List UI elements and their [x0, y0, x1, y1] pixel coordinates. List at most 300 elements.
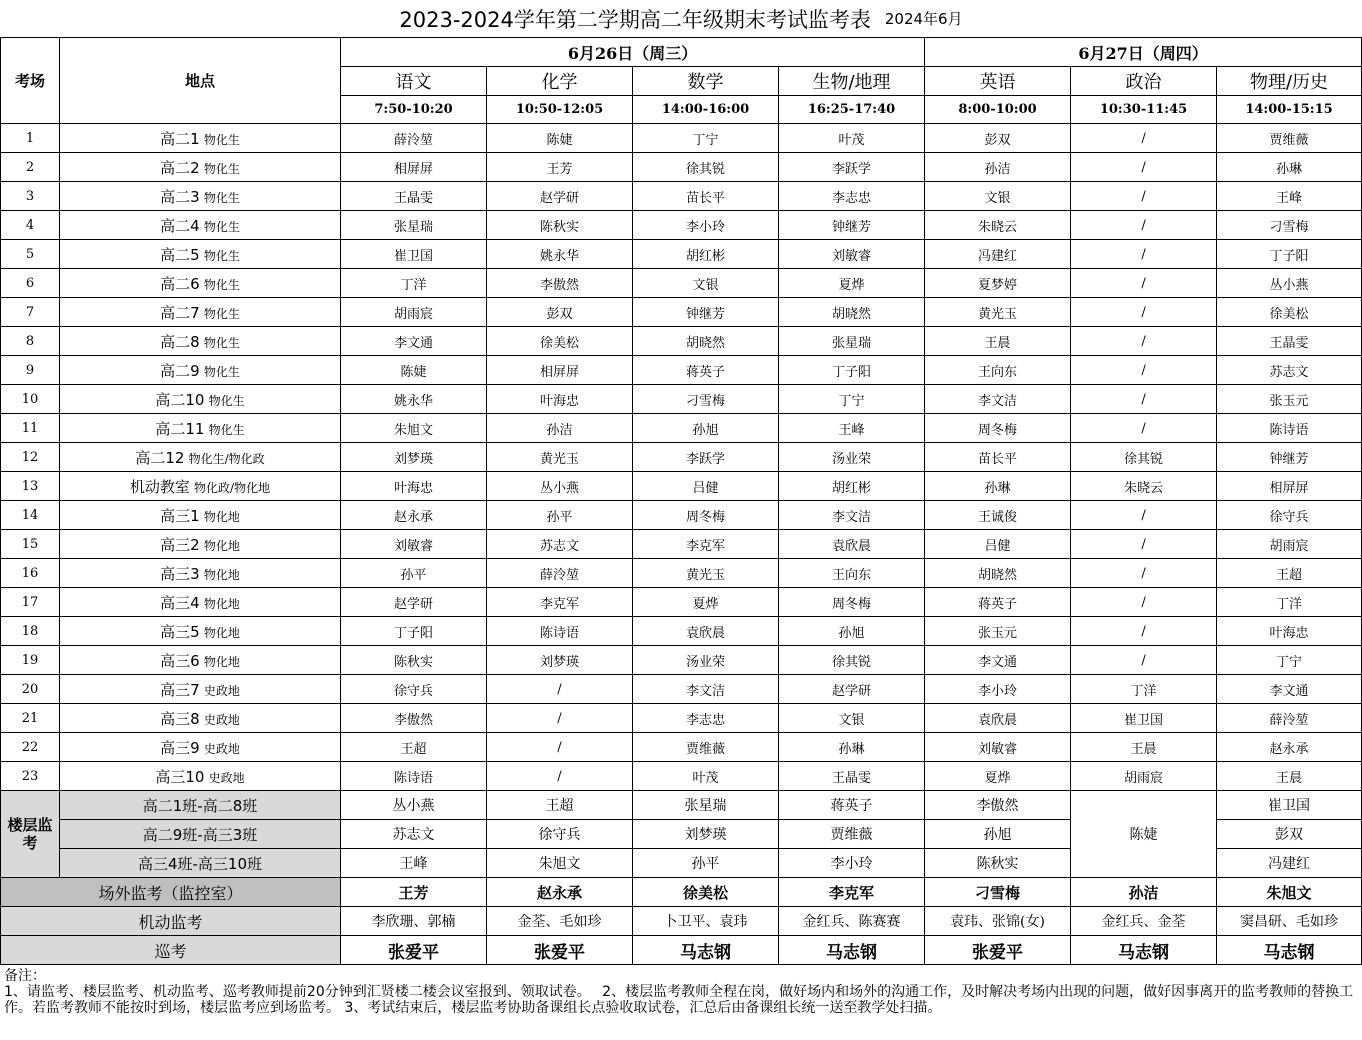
proctor-cell: 王晨 [1217, 762, 1362, 791]
room-number: 8 [1, 327, 60, 356]
proctor-cell: 周冬梅 [779, 588, 925, 617]
room-location [60, 298, 341, 327]
subject-combination: 物化生 [203, 335, 240, 350]
proctor-cell: 张玉元 [925, 617, 1071, 646]
proctor-cell: 孙洁 [925, 153, 1071, 182]
proctor-cell: 李文洁 [779, 501, 925, 530]
proctor-cell: / [1071, 530, 1217, 559]
schedule-table [0, 37, 1362, 965]
proctor-cell: 冯建红 [925, 240, 1071, 269]
room-number: 2 [1, 153, 60, 182]
proctor-cell: 徐其锐 [779, 646, 925, 675]
proctor-cell: 马志钢 [1217, 936, 1362, 965]
proctor-cell: 王芳 [341, 878, 487, 907]
room-location [60, 182, 341, 211]
proctor-cell: / [1071, 501, 1217, 530]
proctor-cell: 朱旭文 [341, 414, 487, 443]
room-location [60, 472, 341, 501]
subject-combination: 物化生 [208, 422, 245, 437]
location-name: 高三4 [160, 593, 200, 612]
proctor-cell: 袁欣晨 [925, 704, 1071, 733]
proctor-cell: 贾维薇 [1217, 124, 1362, 153]
room-location [60, 762, 341, 791]
day-header-2: 6月27日（周四） [925, 38, 1362, 67]
proctor-cell: 文银 [633, 269, 779, 298]
time-header: 7:50-10:20 [341, 96, 487, 124]
subject-combination: 物化地 [203, 625, 240, 640]
location-name: 高二10 [155, 390, 205, 409]
proctor-cell: 王峰 [341, 849, 487, 878]
proctor-cell: 孙平 [487, 501, 633, 530]
room-location [60, 704, 341, 733]
proctor-cell: / [1071, 559, 1217, 588]
proctor-cell: 窦昌研、毛如珍 [1217, 907, 1362, 936]
proctor-cell: 李文洁 [925, 385, 1071, 414]
proctor-cell: / [1071, 356, 1217, 385]
room-location [60, 153, 341, 182]
room-location [60, 588, 341, 617]
proctor-cell: 胡雨宸 [341, 298, 487, 327]
proctor-cell: 黄光玉 [925, 298, 1071, 327]
proctor-cell: 赵永承 [1217, 733, 1362, 762]
subject-header: 政治 [1071, 67, 1217, 96]
room-number: 13 [1, 472, 60, 501]
proctor-cell: 丛小燕 [487, 472, 633, 501]
proctor-cell: 夏烨 [633, 588, 779, 617]
room-number: 1 [1, 124, 60, 153]
time-header: 14:00-15:15 [1217, 96, 1362, 124]
room-number: 17 [1, 588, 60, 617]
proctor-cell: 金红兵、陈赛赛 [779, 907, 925, 936]
proctor-cell: 崔卫国 [341, 240, 487, 269]
title-bar [0, 0, 1362, 37]
proctor-cell: 相屏屏 [487, 356, 633, 385]
proctor-cell: 徐美松 [633, 878, 779, 907]
proctor-cell: 文银 [925, 182, 1071, 211]
proctor-cell: 王超 [341, 733, 487, 762]
proctor-cell: 钟继芳 [633, 298, 779, 327]
table-row [1, 385, 1362, 414]
room-number: 7 [1, 298, 60, 327]
proctor-cell: 王晶雯 [341, 182, 487, 211]
proctor-cell: 孙琳 [1217, 153, 1362, 182]
floor-range: 高二1班-高二8班 [60, 791, 341, 820]
room-location [60, 675, 341, 704]
room-location [60, 646, 341, 675]
proctor-cell: 吕健 [925, 530, 1071, 559]
time-header: 10:30-11:45 [1071, 96, 1217, 124]
proctor-cell: / [487, 675, 633, 704]
proctor-cell: 李傲然 [925, 791, 1071, 820]
proctor-cell: 相屏屏 [1217, 472, 1362, 501]
proctor-cell: 姚永华 [487, 240, 633, 269]
proctor-cell: 孙洁 [1071, 878, 1217, 907]
proctor-cell: 陈诗语 [1217, 414, 1362, 443]
proctor-cell: 赵学研 [487, 182, 633, 211]
proctor-cell: 赵学研 [779, 675, 925, 704]
proctor-cell: 马志钢 [779, 936, 925, 965]
proctor-cell: 相屏屏 [341, 153, 487, 182]
proctor-cell: / [1071, 240, 1217, 269]
table-row [1, 675, 1362, 704]
table-row [1, 501, 1362, 530]
proctor-cell: 叶海忠 [487, 385, 633, 414]
room-number: 11 [1, 414, 60, 443]
proctor-cell: 胡晓然 [779, 298, 925, 327]
proctor-cell: 刁雪梅 [1217, 211, 1362, 240]
proctor-cell: 金荃、毛如珍 [487, 907, 633, 936]
proctor-cell: 丁子阳 [779, 356, 925, 385]
room-header: 考场 [1, 38, 60, 124]
subject-header: 生物/地理 [779, 67, 925, 96]
room-location [60, 530, 341, 559]
room-number: 5 [1, 240, 60, 269]
proctor-cell: 李小玲 [925, 675, 1071, 704]
proctor-cell: 王峰 [1217, 182, 1362, 211]
proctor-cell: 薛泠堃 [1217, 704, 1362, 733]
proctor-cell: 李小玲 [779, 849, 925, 878]
proctor-cell: 苏志文 [487, 530, 633, 559]
proctor-cell: 李跃学 [633, 443, 779, 472]
proctor-cell: 姚永华 [341, 385, 487, 414]
proctor-cell: 刁雪梅 [925, 878, 1071, 907]
location-name: 高二6 [160, 274, 200, 293]
room-number: 21 [1, 704, 60, 733]
subject-combination: 物化生 [203, 248, 240, 263]
proctor-cell: 李克军 [779, 878, 925, 907]
location-name: 高二1 [160, 129, 200, 148]
room-number: 12 [1, 443, 60, 472]
room-number: 10 [1, 385, 60, 414]
subject-combination: 史政地 [203, 741, 240, 756]
proctor-cell: 袁欣晨 [779, 530, 925, 559]
table-row [1, 530, 1362, 559]
location-name: 高三6 [160, 651, 200, 670]
proctor-cell: 崔卫国 [1217, 791, 1362, 820]
proctor-cell: 文银 [779, 704, 925, 733]
proctor-cell: / [1071, 327, 1217, 356]
subject-combination: 物化生/物化政 [188, 451, 265, 466]
location-name: 高二12 [135, 448, 185, 467]
proctor-cell: 胡红彬 [779, 472, 925, 501]
subject-combination: 物化生 [208, 393, 245, 408]
proctor-cell: 丁洋 [341, 269, 487, 298]
proctor-cell: / [1071, 124, 1217, 153]
floor-range: 高二9班-高三3班 [60, 820, 341, 849]
proctor-cell: 胡雨宸 [1071, 762, 1217, 791]
proctor-cell: 胡雨宸 [1217, 530, 1362, 559]
proctor-cell: 陈秋实 [925, 849, 1071, 878]
proctor-cell: 孙琳 [779, 733, 925, 762]
proctor-cell: 孙旭 [779, 617, 925, 646]
proctor-cell: / [1071, 588, 1217, 617]
room-location [60, 559, 341, 588]
proctor-cell: 张爱平 [925, 936, 1071, 965]
room-number: 16 [1, 559, 60, 588]
proctor-cell: 薛泠堃 [341, 124, 487, 153]
proctor-cell: / [1071, 182, 1217, 211]
proctor-cell: 彭双 [1217, 820, 1362, 849]
proctor-cell: 李文通 [1217, 675, 1362, 704]
location-name: 高三3 [160, 564, 200, 583]
proctor-cell: 李克军 [633, 530, 779, 559]
proctor-cell: 张星瑞 [633, 791, 779, 820]
proctor-cell: 丛小燕 [341, 791, 487, 820]
location-name: 高二11 [155, 419, 205, 438]
proctor-cell: 吕健 [633, 472, 779, 501]
room-number: 3 [1, 182, 60, 211]
proctor-cell: 李志忠 [779, 182, 925, 211]
proctor-cell: 马志钢 [1071, 936, 1217, 965]
proctor-cell: 孙平 [633, 849, 779, 878]
location-name: 高三5 [160, 622, 200, 641]
notes-body: 1、请监考、楼层监考、机动监考、巡考教师提前20分钟到汇贤楼二楼会议室报到、领取试卷。 2、楼层监考教师全程在岗，做好场内和场外的沟通工作，及时解决考场内出现的问题，做好因事离开的监考教师的替换工作。若监考教师不能按时到场，楼层监考应到场监考。 3、考试结束后，楼层监考协助备课组长点验收取试卷，汇总后由备课组长统一送至教学处扫描。 [4, 984, 1354, 1016]
room-number: 6 [1, 269, 60, 298]
table-row [1, 414, 1362, 443]
proctor-cell: 李文洁 [633, 675, 779, 704]
proctor-cell: 王向东 [779, 559, 925, 588]
proctor-cell: 周冬梅 [925, 414, 1071, 443]
subject-combination: 物化地 [203, 654, 240, 669]
location-name: 高三7 [160, 680, 200, 699]
proctor-cell: 蒋英子 [779, 791, 925, 820]
subject-combination: 物化生 [203, 132, 240, 147]
proctor-cell: 朱晓云 [925, 211, 1071, 240]
table-row [1, 298, 1362, 327]
outside-label: 场外监考（监控室） [1, 878, 341, 907]
outside-proctor-row [1, 878, 1362, 907]
proctor-cell: / [1071, 269, 1217, 298]
proctor-cell: / [1071, 385, 1217, 414]
location-name: 高二2 [160, 158, 200, 177]
table-row [1, 559, 1362, 588]
proctor-cell: 孙旭 [633, 414, 779, 443]
proctor-cell: 张星瑞 [341, 211, 487, 240]
proctor-cell: 苏志文 [341, 820, 487, 849]
proctor-cell: 陈秋实 [341, 646, 487, 675]
proctor-cell: 王晶雯 [1217, 327, 1362, 356]
proctor-cell: 王峰 [779, 414, 925, 443]
proctor-cell: 黄光玉 [487, 443, 633, 472]
proctor-cell: 李小玲 [633, 211, 779, 240]
proctor-cell: / [1071, 211, 1217, 240]
table-row [1, 704, 1362, 733]
location-name: 机动教室 [129, 477, 190, 496]
proctor-cell: 夏烨 [925, 762, 1071, 791]
proctor-cell: 丁洋 [1071, 675, 1217, 704]
time-header: 8:00-10:00 [925, 96, 1071, 124]
table-row [1, 646, 1362, 675]
subject-header: 物理/历史 [1217, 67, 1362, 96]
subject-combination: 史政地 [203, 683, 240, 698]
page-date: 2024年6月 [884, 10, 963, 28]
room-number: 18 [1, 617, 60, 646]
proctor-cell: 王晨 [925, 327, 1071, 356]
floor-range: 高三4班-高三10班 [60, 849, 341, 878]
proctor-cell: 赵永承 [487, 878, 633, 907]
room-number: 9 [1, 356, 60, 385]
room-location [60, 240, 341, 269]
proctor-cell: / [1071, 298, 1217, 327]
location-name: 高二3 [160, 187, 200, 206]
proctor-cell: 徐美松 [1217, 298, 1362, 327]
proctor-cell: 王超 [487, 791, 633, 820]
room-location [60, 501, 341, 530]
proctor-cell: 王芳 [487, 153, 633, 182]
proctor-cell: 朱晓云 [1071, 472, 1217, 501]
proctor-cell: 叶茂 [633, 762, 779, 791]
location-name: 高二7 [160, 303, 200, 322]
proctor-cell: 马志钢 [633, 936, 779, 965]
proctor-cell: 彭双 [487, 298, 633, 327]
proctor-cell: 王向东 [925, 356, 1071, 385]
proctor-cell: 苏志文 [1217, 356, 1362, 385]
subject-combination: 物化生 [203, 306, 240, 321]
subject-combination: 物化地 [203, 509, 240, 524]
politics-floor-proctor: 陈婕 [1071, 791, 1217, 878]
proctor-cell: 陈婕 [341, 356, 487, 385]
proctor-cell: 李志忠 [633, 704, 779, 733]
room-number: 4 [1, 211, 60, 240]
proctor-cell: / [1071, 617, 1217, 646]
proctor-cell: 黄光玉 [633, 559, 779, 588]
proctor-cell: 刘梦瑛 [487, 646, 633, 675]
proctor-cell: 蒋英子 [633, 356, 779, 385]
proctor-cell: 孙洁 [487, 414, 633, 443]
day-header-1: 6月26日（周三） [341, 38, 925, 67]
subject-combination: 物化地 [203, 596, 240, 611]
proctor-cell: 贾维薇 [633, 733, 779, 762]
table-row [1, 472, 1362, 501]
proctor-cell: 王诚俊 [925, 501, 1071, 530]
room-number: 14 [1, 501, 60, 530]
proctor-cell: 徐守兵 [1217, 501, 1362, 530]
proctor-cell: 刘敏睿 [341, 530, 487, 559]
proctor-cell: 李傲然 [487, 269, 633, 298]
proctor-cell: 钟继芳 [1217, 443, 1362, 472]
proctor-cell: 袁玮、张锦(女) [925, 907, 1071, 936]
proctor-cell: / [487, 762, 633, 791]
proctor-cell: 徐守兵 [487, 820, 633, 849]
room-location [60, 385, 341, 414]
proctor-cell: 徐其锐 [1071, 443, 1217, 472]
table-row [1, 269, 1362, 298]
location-name: 高三10 [155, 767, 205, 786]
proctor-cell: 李跃学 [779, 153, 925, 182]
proctor-cell: 贾维薇 [779, 820, 925, 849]
proctor-cell: 张星瑞 [779, 327, 925, 356]
proctor-cell: / [1071, 414, 1217, 443]
proctor-cell: 汤业荣 [779, 443, 925, 472]
room-location [60, 443, 341, 472]
proctor-cell: 孙旭 [925, 820, 1071, 849]
proctor-cell: 丁子阳 [1217, 240, 1362, 269]
proctor-cell: / [1071, 646, 1217, 675]
location-name: 高二4 [160, 216, 200, 235]
table-row [1, 211, 1362, 240]
room-location [60, 124, 341, 153]
proctor-cell: 胡晓然 [633, 327, 779, 356]
room-location [60, 414, 341, 443]
subject-combination: 物化生 [203, 161, 240, 176]
table-row [1, 153, 1362, 182]
proctor-cell: / [487, 733, 633, 762]
proctor-cell: 金红兵、金荃 [1071, 907, 1217, 936]
subject-combination: 物化生 [203, 190, 240, 205]
proctor-cell: 丛小燕 [1217, 269, 1362, 298]
subject-combination: 物化生 [203, 277, 240, 292]
location-header: 地点 [60, 38, 341, 124]
proctor-cell: 朱旭文 [1217, 878, 1362, 907]
proctor-cell: 徐守兵 [341, 675, 487, 704]
room-number: 19 [1, 646, 60, 675]
floor-proctor-label: 楼层监考 [1, 791, 60, 878]
proctor-cell: 丁洋 [1217, 588, 1362, 617]
proctor-cell: 苗长平 [633, 182, 779, 211]
room-number: 15 [1, 530, 60, 559]
proctor-cell: 陈婕 [487, 124, 633, 153]
proctor-cell: 李文通 [341, 327, 487, 356]
proctor-cell: 陈秋实 [487, 211, 633, 240]
table-row [1, 588, 1362, 617]
proctor-cell: 王超 [1217, 559, 1362, 588]
table-row [1, 356, 1362, 385]
proctor-cell: 薛泠堃 [487, 559, 633, 588]
proctor-cell: 孙琳 [925, 472, 1071, 501]
proctor-cell: 张爱平 [487, 936, 633, 965]
table-row [1, 240, 1362, 269]
proctor-cell: 刘梦瑛 [633, 820, 779, 849]
proctor-cell: 李克军 [487, 588, 633, 617]
location-name: 高三8 [160, 709, 200, 728]
patrol-label: 巡考 [1, 936, 341, 965]
proctor-cell: 冯建红 [1217, 849, 1362, 878]
mobile-label: 机动监考 [1, 907, 341, 936]
proctor-cell: 王晶雯 [779, 762, 925, 791]
notes-heading: 备注： [4, 968, 46, 984]
proctor-cell: 崔卫国 [1071, 704, 1217, 733]
proctor-cell: 夏烨 [779, 269, 925, 298]
subject-combination: 物化政/物化地 [194, 480, 271, 495]
proctor-cell: 李文通 [925, 646, 1071, 675]
proctor-cell: 卜卫平、袁玮 [633, 907, 779, 936]
room-location [60, 617, 341, 646]
proctor-cell: 苗长平 [925, 443, 1071, 472]
location-name: 高三2 [160, 535, 200, 554]
proctor-cell: 彭双 [925, 124, 1071, 153]
table-row [1, 327, 1362, 356]
table-row [1, 443, 1362, 472]
proctor-cell: 张玉元 [1217, 385, 1362, 414]
proctor-cell: 刘敏睿 [925, 733, 1071, 762]
proctor-cell: 袁欣晨 [633, 617, 779, 646]
location-name: 高三1 [160, 506, 200, 525]
room-number: 20 [1, 675, 60, 704]
subject-header: 数学 [633, 67, 779, 96]
proctor-cell: 赵永承 [341, 501, 487, 530]
proctor-cell: 陈诗语 [487, 617, 633, 646]
proctor-cell: 李欣珊、郭楠 [341, 907, 487, 936]
proctor-cell: 丁宁 [779, 385, 925, 414]
time-header: 10:50-12:05 [487, 96, 633, 124]
location-name: 高二5 [160, 245, 200, 264]
proctor-cell: 刁雪梅 [633, 385, 779, 414]
location-name: 高三9 [160, 738, 200, 757]
proctor-cell: 赵学研 [341, 588, 487, 617]
proctor-cell: 叶茂 [779, 124, 925, 153]
table-row [1, 182, 1362, 211]
proctor-cell: / [1071, 153, 1217, 182]
